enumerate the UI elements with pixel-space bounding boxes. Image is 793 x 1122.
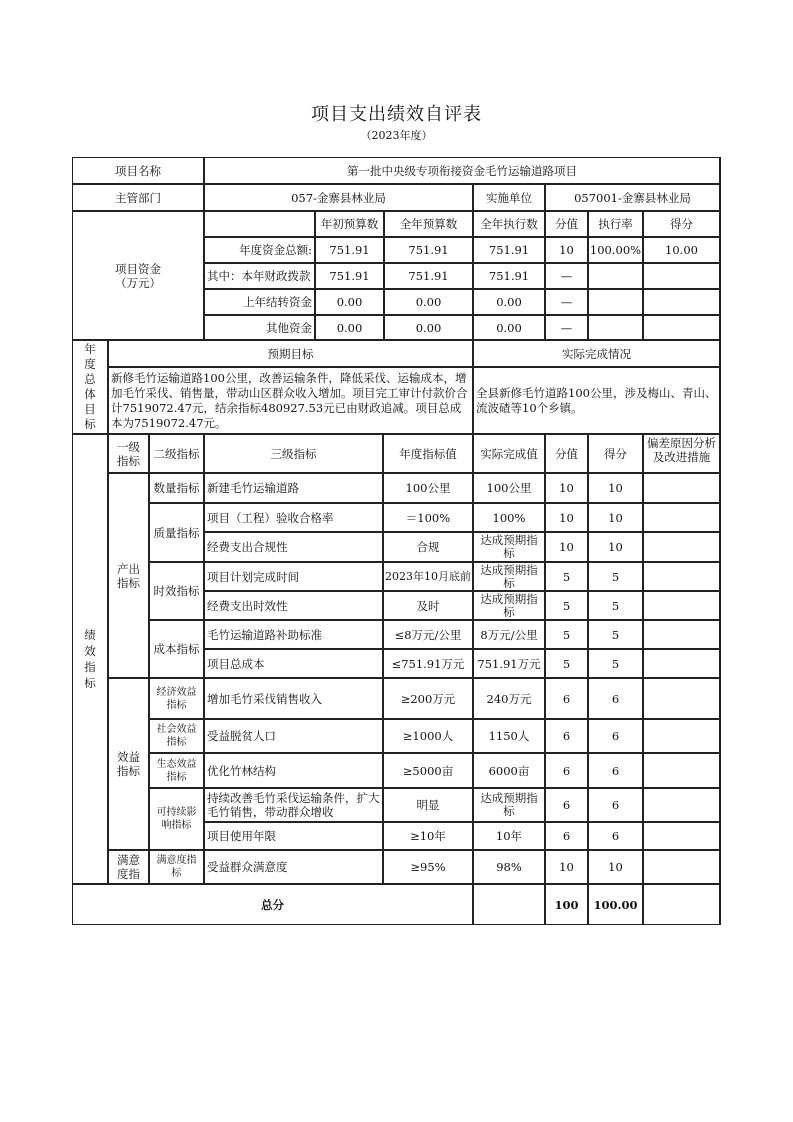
indicator-score: 5: [588, 649, 643, 678]
indicator-score-value: 5: [545, 591, 588, 620]
subgroup-satisfaction: 满意度指 标: [149, 850, 204, 884]
indicator-score: 10: [588, 850, 643, 884]
total-blank: [473, 884, 545, 925]
indicator-score: 10: [588, 532, 643, 562]
funds-row-label: 其中：本年财政拨款: [204, 263, 315, 289]
indicator-score: 5: [588, 562, 643, 591]
indicator-target: ≥1000人: [383, 719, 473, 753]
department-value: 057-金寨县林业局: [204, 184, 473, 211]
funds-row-score-value: —: [545, 315, 588, 340]
funds-row-rate: [588, 289, 643, 315]
indicator-l3: 增加毛竹采伐销售收入: [204, 678, 383, 719]
funds-row-rate: [588, 315, 643, 340]
funds-row-score-value: —: [545, 263, 588, 289]
funds-label: 项目资金 （万元）: [72, 211, 204, 340]
header-reason: 偏差原因分析及改进措施: [643, 434, 720, 473]
indicator-score-value: 6: [545, 678, 588, 719]
indicator-target: ≥95%: [383, 850, 473, 884]
indicator-actual: 8万元/公里: [473, 620, 545, 649]
indicator-score-value: 5: [545, 620, 588, 649]
indicator-score-value: 10: [545, 503, 588, 532]
funds-row-rate: [588, 263, 643, 289]
funds-col-score: 得分: [643, 211, 720, 237]
goals-expected-label: 预期目标: [108, 340, 473, 367]
indicator-l3: 受益脱贫人口: [204, 719, 383, 753]
page-year: （2023年度）: [360, 129, 433, 142]
indicator-target: ≥10年: [383, 822, 473, 850]
indicator-target: 合规: [383, 532, 473, 562]
funds-row-init: 0.00: [315, 315, 384, 340]
header-score: 得分: [588, 434, 643, 473]
funds-row-rate: 100.00%: [588, 237, 643, 263]
indicators-side-label: 绩 效 指 标: [72, 434, 108, 884]
indicator-score-value: 5: [545, 649, 588, 678]
funds-row-label: 其他资金: [204, 315, 315, 340]
goals-actual-text: 全县新修毛竹道路100公里，涉及梅山、青山、流波碴等10个乡镇。: [473, 367, 720, 434]
indicator-score: 10: [588, 503, 643, 532]
indicator-score: 6: [588, 753, 643, 788]
indicator-reason: [643, 822, 720, 850]
indicator-reason: [643, 620, 720, 649]
funds-row-label: 年度资金总额:: [204, 237, 315, 263]
funds-header-blank: [204, 211, 315, 237]
indicator-l3: 新建毛竹运输道路: [204, 473, 383, 503]
header-l2: 二级指标: [149, 434, 204, 473]
subgroup-economic: 经济效益 指标: [149, 678, 204, 719]
header-actual: 实际完成值: [473, 434, 545, 473]
funds-row-init: 751.91: [315, 263, 384, 289]
indicator-target: 100公里: [383, 473, 473, 503]
indicator-reason: [643, 503, 720, 532]
subgroup-social: 社会效益 指标: [149, 719, 204, 753]
funds-col-exec: 全年执行数: [473, 211, 545, 237]
funds-row-score: [643, 263, 720, 289]
indicator-score-value: 6: [545, 719, 588, 753]
indicator-actual: 751.91万元: [473, 649, 545, 678]
indicator-reason: [643, 562, 720, 591]
indicator-target: ≥200万元: [383, 678, 473, 719]
indicator-actual: 6000亩: [473, 753, 545, 788]
indicator-l3: 受益群众满意度: [204, 850, 383, 884]
indicator-reason: [643, 473, 720, 503]
indicator-reason: [643, 788, 720, 822]
subgroup-quality: 质量指标: [149, 503, 204, 562]
project-name-value: 第一批中央级专项衔接资金毛竹运输道路项目: [204, 157, 720, 184]
goals-expected-text: 新修毛竹运输道路100公里，改善运输条件，降低采伐、运输成本，增加毛竹采伐、销售量，带动山区群众收入增加。项目完工审计付款价合计7519072.47元，结余指标480927.53元已由财政追减。项目总成本为7519072.47元。: [108, 367, 473, 434]
indicator-target: 明显: [383, 788, 473, 822]
funds-row-full: 0.00: [384, 315, 473, 340]
indicator-score-value: 10: [545, 532, 588, 562]
indicator-l3: 项目计划完成时间: [204, 562, 383, 591]
funds-row-score: [643, 315, 720, 340]
indicator-actual: 达成预期指 标: [473, 788, 545, 822]
indicator-target: ＝100%: [383, 503, 473, 532]
funds-row-full: 751.91: [384, 237, 473, 263]
indicator-l3: 项目总成本: [204, 649, 383, 678]
indicator-l3: 项目（工程）验收合格率: [204, 503, 383, 532]
total-label: 总分: [72, 884, 473, 925]
funds-row-score: 10.00: [643, 237, 720, 263]
indicator-actual: 100%: [473, 503, 545, 532]
indicator-l3: 经费支出时效性: [204, 591, 383, 620]
header-l3: 三级指标: [204, 434, 383, 473]
funds-row-score-value: —: [545, 289, 588, 315]
indicator-l3: 持续改善毛竹采伐运输条件，扩大毛竹销售，带动群众增收: [204, 788, 383, 822]
indicator-target: ≥5000亩: [383, 753, 473, 788]
indicator-score: 5: [588, 620, 643, 649]
unit-label: 实施单位: [473, 184, 545, 211]
indicator-reason: [643, 649, 720, 678]
group-benefit: 效益 指标: [108, 678, 149, 850]
group-output: 产出 指标: [108, 473, 149, 678]
department-label: 主管部门: [72, 184, 204, 211]
funds-row-exec: 751.91: [473, 263, 545, 289]
funds-col-init: 年初预算数: [315, 211, 384, 237]
indicator-score: 6: [588, 788, 643, 822]
indicator-actual: 1150人: [473, 719, 545, 753]
total-score: 100.00: [588, 884, 643, 925]
funds-row-label: 上年结转资金: [204, 289, 315, 315]
unit-value: 057001-金寨县林业局: [545, 184, 720, 211]
indicator-l3: 毛竹运输道路补助标准: [204, 620, 383, 649]
indicator-actual: 达成预期指 标: [473, 532, 545, 562]
funds-row-full: 0.00: [384, 289, 473, 315]
group-satisfaction: 满意 度指: [108, 850, 149, 884]
header-target: 年度指标值: [383, 434, 473, 473]
subgroup-ecological: 生态效益 指标: [149, 753, 204, 788]
funds-row-score-value: 10: [545, 237, 588, 263]
indicator-score-value: 10: [545, 850, 588, 884]
funds-row-full: 751.91: [384, 263, 473, 289]
indicator-score-value: 6: [545, 753, 588, 788]
funds-col-rate: 执行率: [588, 211, 643, 237]
subgroup-cost: 成本指标: [149, 620, 204, 678]
header-l1: 一级 指标: [108, 434, 149, 473]
indicator-target: 及时: [383, 591, 473, 620]
indicator-actual: 240万元: [473, 678, 545, 719]
funds-row-exec: 0.00: [473, 289, 545, 315]
total-reason: [643, 884, 720, 925]
subgroup-quantity: 数量指标: [149, 473, 204, 503]
indicator-score-value: 6: [545, 822, 588, 850]
indicator-reason: [643, 753, 720, 788]
indicator-target: ≤751.91万元: [383, 649, 473, 678]
subgroup-sustainable: 可持续影 响指标: [149, 788, 204, 850]
funds-row-init: 751.91: [315, 237, 384, 263]
funds-row-init: 0.00: [315, 289, 384, 315]
indicator-reason: [643, 678, 720, 719]
indicator-score: 6: [588, 678, 643, 719]
indicator-reason: [643, 719, 720, 753]
indicator-l3: 优化竹林结构: [204, 753, 383, 788]
funds-row-exec: 751.91: [473, 237, 545, 263]
indicator-reason: [643, 591, 720, 620]
indicator-score: 6: [588, 822, 643, 850]
indicator-actual: 达成预期指 标: [473, 591, 545, 620]
indicator-l3: 项目使用年限: [204, 822, 383, 850]
indicator-reason: [643, 850, 720, 884]
funds-row-exec: 0.00: [473, 315, 545, 340]
funds-row-score: [643, 289, 720, 315]
indicator-score: 5: [588, 591, 643, 620]
funds-col-full: 全年预算数: [384, 211, 473, 237]
page-title: 项目支出绩效自评表: [311, 104, 482, 125]
indicator-l3: 经费支出合规性: [204, 532, 383, 562]
project-name-label: 项目名称: [72, 157, 204, 184]
indicator-score: 6: [588, 719, 643, 753]
header-score-value: 分值: [545, 434, 588, 473]
indicator-actual: 10年: [473, 822, 545, 850]
indicator-target: ≤8万元/公里: [383, 620, 473, 649]
subgroup-time: 时效指标: [149, 562, 204, 620]
goals-side-label: 年 度 总 体 目 标: [72, 340, 108, 434]
indicator-actual: 达成预期指 标: [473, 562, 545, 591]
indicator-score: 10: [588, 473, 643, 503]
indicator-score-value: 10: [545, 473, 588, 503]
indicator-target: 2023年10月底前: [383, 562, 473, 591]
indicator-score-value: 5: [545, 562, 588, 591]
goals-actual-label: 实际完成情况: [473, 340, 720, 367]
total-score-value: 100: [545, 884, 588, 925]
funds-col-score-value: 分值: [545, 211, 588, 237]
indicator-score-value: 6: [545, 788, 588, 822]
indicator-actual: 98%: [473, 850, 545, 884]
indicator-reason: [643, 532, 720, 562]
indicator-actual: 100公里: [473, 473, 545, 503]
